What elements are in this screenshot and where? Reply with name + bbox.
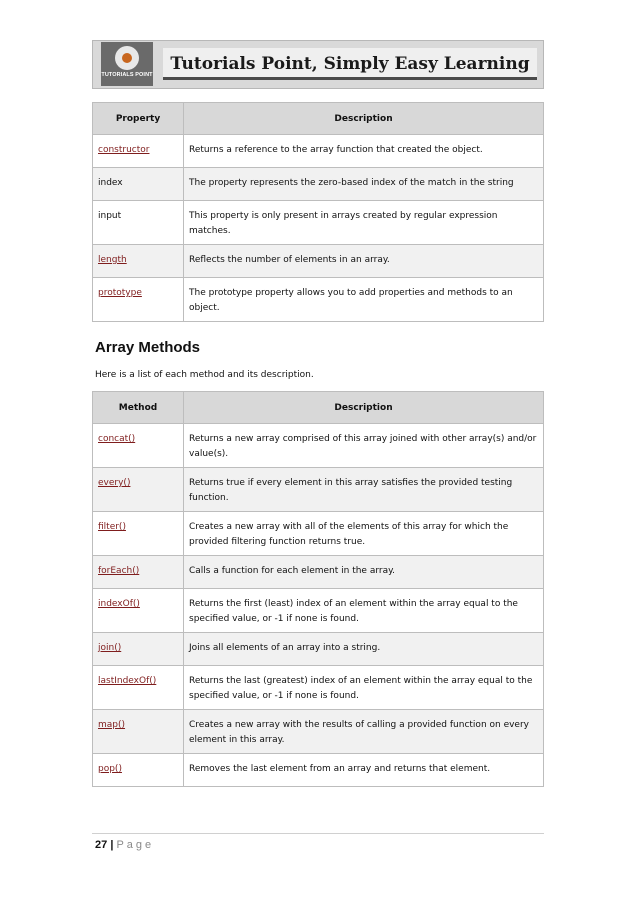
- description-text: Creates a new array with the results of calling a provided function on every element in this array.: [189, 720, 530, 745]
- properties-header-row: [93, 103, 544, 135]
- description-text: The prototype property allows you to add properties and methods to an object.: [189, 288, 513, 313]
- name-cell: [93, 512, 184, 556]
- description-cell: [184, 710, 544, 754]
- page-label: Page: [116, 839, 155, 851]
- column-header-method: Method: [93, 392, 184, 424]
- name-cell: [93, 424, 184, 468]
- page-header: [92, 40, 544, 89]
- name-cell: [93, 633, 184, 666]
- name-cell: [93, 245, 184, 278]
- description-cell: [184, 168, 544, 201]
- footer-divider: [92, 833, 544, 834]
- description-cell: [184, 754, 544, 787]
- description-cell: [184, 666, 544, 710]
- page-footer: [95, 839, 154, 851]
- logo-text: TUTORIALS POINT: [101, 72, 153, 78]
- name-cell: [93, 135, 184, 168]
- name-link[interactable]: constructor: [98, 145, 150, 155]
- name-link[interactable]: map(): [98, 720, 126, 730]
- table-row: [93, 589, 544, 633]
- column-header-property: Property: [93, 103, 184, 135]
- description-text: Removes the last element from an array and returns that element.: [189, 764, 491, 774]
- description-text: Returns a reference to the array function that created the object.: [189, 145, 483, 155]
- name-link[interactable]: lastIndexOf(): [98, 676, 157, 686]
- name-cell: [93, 556, 184, 589]
- description-cell: [184, 201, 544, 245]
- table-row: [93, 245, 544, 278]
- description-cell: [184, 245, 544, 278]
- column-header-description: Description: [184, 103, 544, 135]
- name-cell: [93, 666, 184, 710]
- table-row: [93, 633, 544, 666]
- description-text: Creates a new array with all of the elements of this array for which the provided filtering function returns true.: [189, 522, 509, 547]
- name-text: index: [98, 178, 123, 188]
- name-cell: [93, 201, 184, 245]
- table-row: [93, 424, 544, 468]
- description-text: This property is only present in arrays created by regular expression matches.: [189, 211, 498, 236]
- description-text: Returns the first (least) index of an element within the array equal to the specified value, or -1 if none is found.: [189, 599, 518, 624]
- description-text: Returns the last (greatest) index of an element within the array equal to the specified value, or -1 if none is found.: [189, 676, 533, 701]
- tutorials-point-logo: [101, 42, 153, 86]
- name-cell: [93, 754, 184, 787]
- description-cell: [184, 556, 544, 589]
- properties-table: [92, 102, 544, 322]
- name-link[interactable]: prototype: [98, 288, 142, 298]
- table-row: [93, 512, 544, 556]
- name-link[interactable]: pop(): [98, 764, 122, 774]
- description-text: Calls a function for each element in the array.: [189, 566, 395, 576]
- table-row: [93, 666, 544, 710]
- name-link[interactable]: concat(): [98, 434, 136, 444]
- section-intro: Here is a list of each method and its description.: [95, 370, 314, 380]
- table-row: [93, 278, 544, 322]
- name-link[interactable]: length: [98, 255, 127, 265]
- description-cell: [184, 278, 544, 322]
- description-text: The property represents the zero-based index of the match in the string: [189, 178, 514, 188]
- name-cell: [93, 468, 184, 512]
- name-link[interactable]: indexOf(): [98, 599, 140, 609]
- name-link[interactable]: filter(): [98, 522, 126, 532]
- description-text: Joins all elements of an array into a string.: [189, 643, 381, 653]
- description-text: Reflects the number of elements in an array.: [189, 255, 390, 265]
- header-title: Tutorials Point, Simply Easy Learning: [163, 48, 537, 80]
- name-link[interactable]: forEach(): [98, 566, 140, 576]
- table-row: [93, 710, 544, 754]
- page-number: 27: [95, 839, 108, 851]
- description-cell: [184, 633, 544, 666]
- table-row: [93, 468, 544, 512]
- description-cell: [184, 512, 544, 556]
- table-row: [93, 135, 544, 168]
- methods-header-row: [93, 392, 544, 424]
- description-text: Returns true if every element in this array satisfies the provided testing function.: [189, 478, 513, 503]
- logo-dot-icon: [122, 53, 132, 63]
- methods-table: [92, 391, 544, 787]
- section-title: Array Methods: [95, 339, 201, 356]
- name-link[interactable]: every(): [98, 478, 131, 488]
- table-row: [93, 556, 544, 589]
- description-text: Returns a new array comprised of this array joined with other array(s) and/or value(s).: [189, 434, 537, 459]
- footer-separator: |: [110, 839, 114, 851]
- name-cell: [93, 278, 184, 322]
- table-row: [93, 754, 544, 787]
- table-row: [93, 201, 544, 245]
- description-cell: [184, 424, 544, 468]
- name-text: input: [98, 211, 122, 221]
- name-link[interactable]: join(): [98, 643, 122, 653]
- name-cell: [93, 710, 184, 754]
- description-cell: [184, 135, 544, 168]
- description-cell: [184, 468, 544, 512]
- name-cell: [93, 589, 184, 633]
- description-cell: [184, 589, 544, 633]
- column-header-description: Description: [184, 392, 544, 424]
- table-row: [93, 168, 544, 201]
- name-cell: [93, 168, 184, 201]
